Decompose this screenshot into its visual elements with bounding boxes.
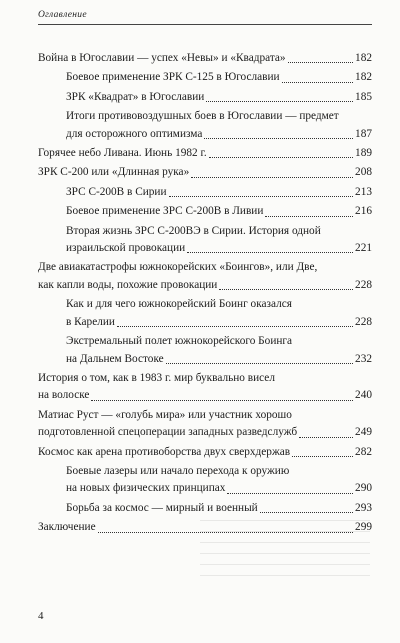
toc-entry-title — [66, 69, 355, 86]
toc-title-line: Космос как арена противоборства двух сверхдержав — [38, 445, 291, 458]
toc-title-last-line — [66, 240, 355, 257]
toc-subentry — [38, 500, 372, 517]
toc-entry-title — [38, 407, 355, 442]
toc-entry-title — [66, 463, 355, 498]
toc-entry-title — [38, 164, 355, 181]
toc-title-line: Вторая жизнь ЗРС С-200ВЭ в Сирии. История одной — [66, 224, 321, 237]
toc-entry-title — [66, 108, 355, 143]
toc-title-last-line — [38, 444, 355, 461]
toc-entry-title — [66, 184, 355, 201]
toc-title-line: История о том, как в 1983 г. мир буквально висел — [38, 371, 275, 384]
toc-title-line: в Карелии — [66, 315, 115, 328]
toc-subentry — [38, 69, 372, 86]
toc-title-line: на волоске — [38, 389, 90, 402]
dot-leader — [117, 326, 353, 327]
toc-title-line: ЗРК С-200 или «Длинная рука» — [38, 166, 190, 179]
header-rule — [38, 24, 372, 25]
table-of-contents — [38, 50, 372, 537]
toc-title-last-line — [66, 500, 355, 517]
toc-title-last-line — [66, 184, 355, 201]
dot-leader — [166, 363, 353, 364]
dot-leader — [91, 400, 353, 401]
toc-title-line: Заключение — [38, 521, 96, 534]
toc-title-last-line — [38, 424, 355, 441]
toc-title-line: для осторожного оптимизма — [66, 127, 203, 140]
toc-page-number: 213 — [355, 185, 372, 198]
dot-leader — [288, 62, 353, 63]
toc-title-line: как капли воды, похожие провокации — [38, 278, 218, 291]
toc-page-number: 240 — [355, 389, 372, 402]
dot-leader — [260, 512, 353, 513]
toc-page-number: 249 — [355, 426, 372, 439]
toc-entry-title — [38, 145, 355, 162]
toc-entry-title — [38, 370, 355, 405]
toc-title-last-line — [38, 277, 355, 294]
dot-leader — [282, 82, 353, 83]
toc-title-line: Как и для чего южнокорейский Боинг оказался — [66, 298, 292, 311]
toc-entry — [38, 407, 372, 442]
toc-entry-title — [66, 203, 355, 220]
toc-title-line: израильской провокации — [66, 242, 186, 255]
toc-subentry — [38, 203, 372, 220]
toc-title-line: на Дальнем Востоке — [66, 352, 164, 365]
toc-entry — [38, 145, 372, 162]
dot-leader — [204, 138, 353, 139]
toc-title-line: подготовленной спецоперации западных разведслужб — [38, 426, 298, 439]
toc-title-last-line — [66, 480, 355, 497]
toc-title-line: Экстремальный полет южнокорейского Боинга — [66, 335, 293, 348]
toc-entry — [38, 164, 372, 181]
toc-page-number: 182 — [355, 71, 372, 84]
toc-title-line: ЗРК «Квадрат» в Югославии — [66, 90, 205, 103]
running-header: Оглавление — [38, 10, 87, 20]
toc-subentry — [38, 89, 372, 106]
dot-leader — [191, 177, 353, 178]
toc-entry-title — [66, 89, 355, 106]
toc-page-number: 187 — [355, 127, 372, 140]
toc-subentry — [38, 463, 372, 498]
dot-leader — [265, 216, 353, 217]
toc-page-number: 182 — [355, 52, 372, 64]
toc-title-last-line — [38, 145, 355, 162]
toc-page-number: 232 — [355, 352, 372, 365]
toc-entry-title — [66, 333, 355, 368]
toc-page-number: 216 — [355, 205, 372, 218]
toc-entry-title — [38, 444, 355, 461]
toc-entry — [38, 370, 372, 405]
dot-leader — [299, 437, 353, 438]
toc-entry-title — [66, 223, 355, 258]
toc-page-number: 228 — [355, 315, 372, 328]
toc-entry-title — [38, 50, 355, 67]
toc-title-last-line — [66, 351, 355, 368]
toc-title-last-line — [66, 126, 355, 143]
dot-leader — [219, 289, 353, 290]
toc-page-number: 185 — [355, 90, 372, 103]
toc-subentry — [38, 333, 372, 368]
dot-leader — [169, 196, 354, 197]
dot-leader — [206, 101, 353, 102]
toc-title-last-line — [38, 164, 355, 181]
toc-title-last-line — [66, 69, 355, 86]
toc-entry-title — [66, 296, 355, 331]
toc-subentry — [38, 184, 372, 201]
toc-title-line: Матиас Руст — «голубь мира» или участник хорошо — [38, 408, 292, 421]
toc-entry — [38, 444, 372, 461]
toc-page-number: 293 — [355, 501, 372, 514]
toc-title-line: ЗРС С-200В в Сирии — [66, 185, 167, 198]
toc-subentry — [38, 108, 372, 143]
toc-title-line: на новых физических принципах — [66, 482, 226, 495]
toc-title-last-line — [38, 387, 355, 404]
toc-subentry — [38, 296, 372, 331]
toc-title-line: Итоги противовоздушных боев в Югославии — предмет — [66, 110, 339, 123]
toc-title-line: Горячее небо Ливана. Июнь 1982 г. — [38, 147, 207, 160]
toc-title-last-line — [66, 89, 355, 106]
toc-page-number: 189 — [355, 147, 372, 160]
toc-entry-title — [66, 500, 355, 517]
toc-entry — [38, 259, 372, 294]
toc-page-number: 290 — [355, 482, 372, 495]
toc-title-last-line — [66, 203, 355, 220]
toc-title-line: Война в Югославии — успех «Невы» и «Квадрата» — [38, 52, 286, 64]
toc-title-line: Борьба за космос — мирный и военный — [66, 501, 258, 514]
dot-leader — [209, 157, 353, 158]
toc-title-line: Боевое применение ЗРС С-200В в Ливии — [66, 205, 264, 218]
toc-title-line: Боевое применение ЗРК С-125 в Югославии — [66, 71, 280, 84]
page-number: 4 — [38, 610, 44, 622]
toc-title-line: Две авиакатастрофы южнокорейских «Боингов», или Две, — [38, 261, 318, 274]
dot-leader — [187, 252, 353, 253]
toc-entry-title — [38, 259, 355, 294]
toc-entry — [38, 50, 372, 67]
toc-page-number: 299 — [355, 521, 372, 534]
dot-leader — [292, 456, 353, 457]
toc-page-number: 228 — [355, 278, 372, 291]
toc-title-last-line — [66, 314, 355, 331]
bleed-through-texture — [200, 520, 370, 590]
toc-page-number: 221 — [355, 242, 372, 255]
toc-subentry — [38, 223, 372, 258]
toc-title-last-line — [38, 50, 355, 67]
dot-leader — [227, 493, 353, 494]
toc-page-number: 282 — [355, 445, 372, 458]
toc-title-line: Боевые лазеры или начало перехода к оружию — [66, 464, 290, 477]
toc-page-number: 208 — [355, 166, 372, 179]
